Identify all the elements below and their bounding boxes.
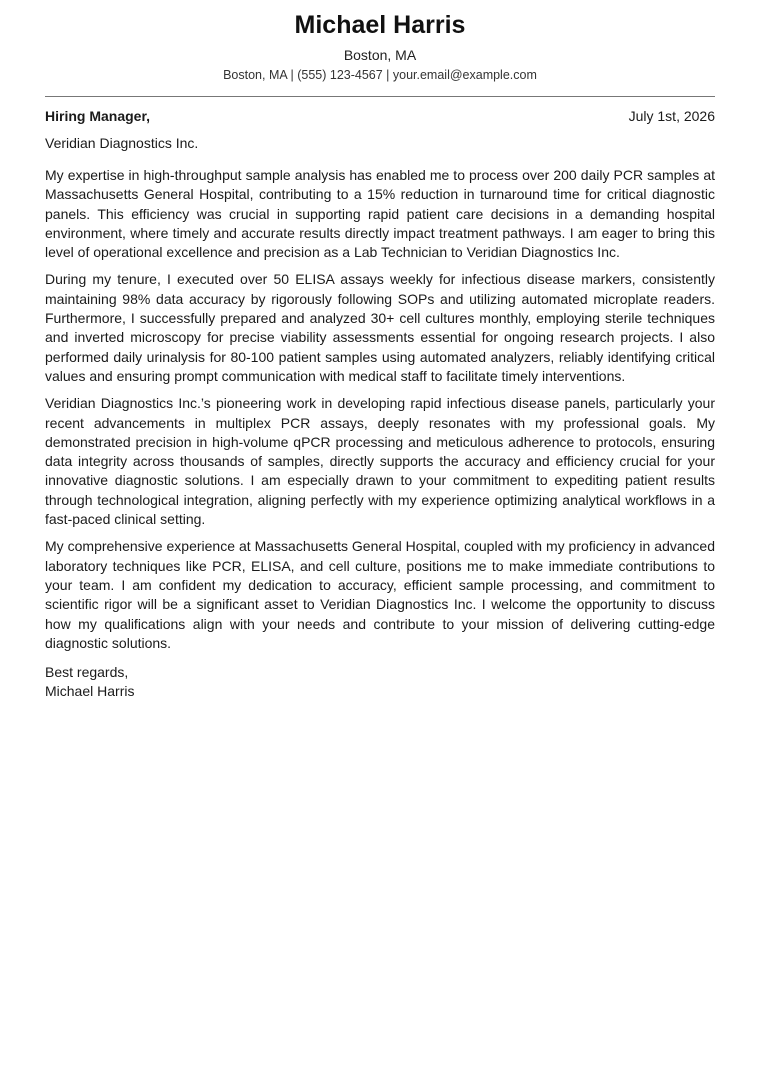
applicant-name: Michael Harris [294,11,466,39]
applicant-contact-line: Boston, MA | (555) 123-4567 | your.email@example.com [223,68,537,82]
closing-salutation: Best regards, [45,664,129,681]
letter-date: July 1st, 2026 [628,108,715,124]
letter-body [45,166,715,653]
closing-signature: Michael Harris [45,683,135,700]
applicant-city: Boston, MA [343,47,417,63]
letter-header [45,0,715,83]
body-paragraph: My comprehensive experience at Massachusetts General Hospital, coupled with my proficiency in advanced laboratory techniques like PCR, ELISA, and cell culture, positions me to make immediate contributions to your team. I am confident my dedication to accuracy, efficient sample processing, and commitment to scientific rigor will be a significant asset to Veridian Diagnostics Inc. I welcome the opportunity to discuss how my qualifications align with your needs and contribute to your mission of delivering cutting-edge diagnostic solutions. [45,538,715,651]
letter-closing [45,663,715,702]
body-paragraph: Veridian Diagnostics Inc.’s pioneering work in developing rapid infectious disease panels, particularly your recent advancements in multiplex PCR assays, deeply resonates with my professional goals. My demonstrated precision in high-volume qPCR processing and meticulous adherence to protocols, ensuring data integrity across thousands of samples, directly supports the accuracy and efficiency crucial for your innovative diagnostic solutions. I am especially drawn to your commitment to expediting patient results through technological integration, aligning perfectly with my experience optimizing analytical workflows in a fast-paced clinical setting. [45,395,715,528]
recipient-date-row [45,107,715,125]
body-paragraph: My expertise in high-throughput sample analysis has enabled me to process over 200 daily PCR samples at Massachusetts General Hospital, contributing to a 15% reduction in turnaround time for critical diagnostic panels. This efficiency was crucial in supporting rapid patient care decisions in a demanding hospital environment, where timely and accurate results directly impact treatment pathways. I am eager to bring this level of operational excellence and precision as a Lab Technician to Veridian Diagnostics Inc. [45,167,715,261]
recipient-title: Hiring Manager, [45,108,151,124]
header-divider [45,96,715,97]
recipient-company: Veridian Diagnostics Inc. [45,135,199,151]
body-paragraph: During my tenure, I executed over 50 ELISA assays weekly for infectious disease markers, consistently maintaining 98% data accuracy by rigorously following SOPs and utilizing automated microplate readers. Furthermore, I successfully prepared and analyzed 30+ cell cultures monthly, employing sterile techniques and inverted microscopy for precise viability assessments essential for ongoing research projects. I also performed daily urinalysis for 80-100 patient samples using automated analyzers, reliably identifying critical values and ensuring prompt communication with medical staff to facilitate timely interventions. [45,271,715,384]
